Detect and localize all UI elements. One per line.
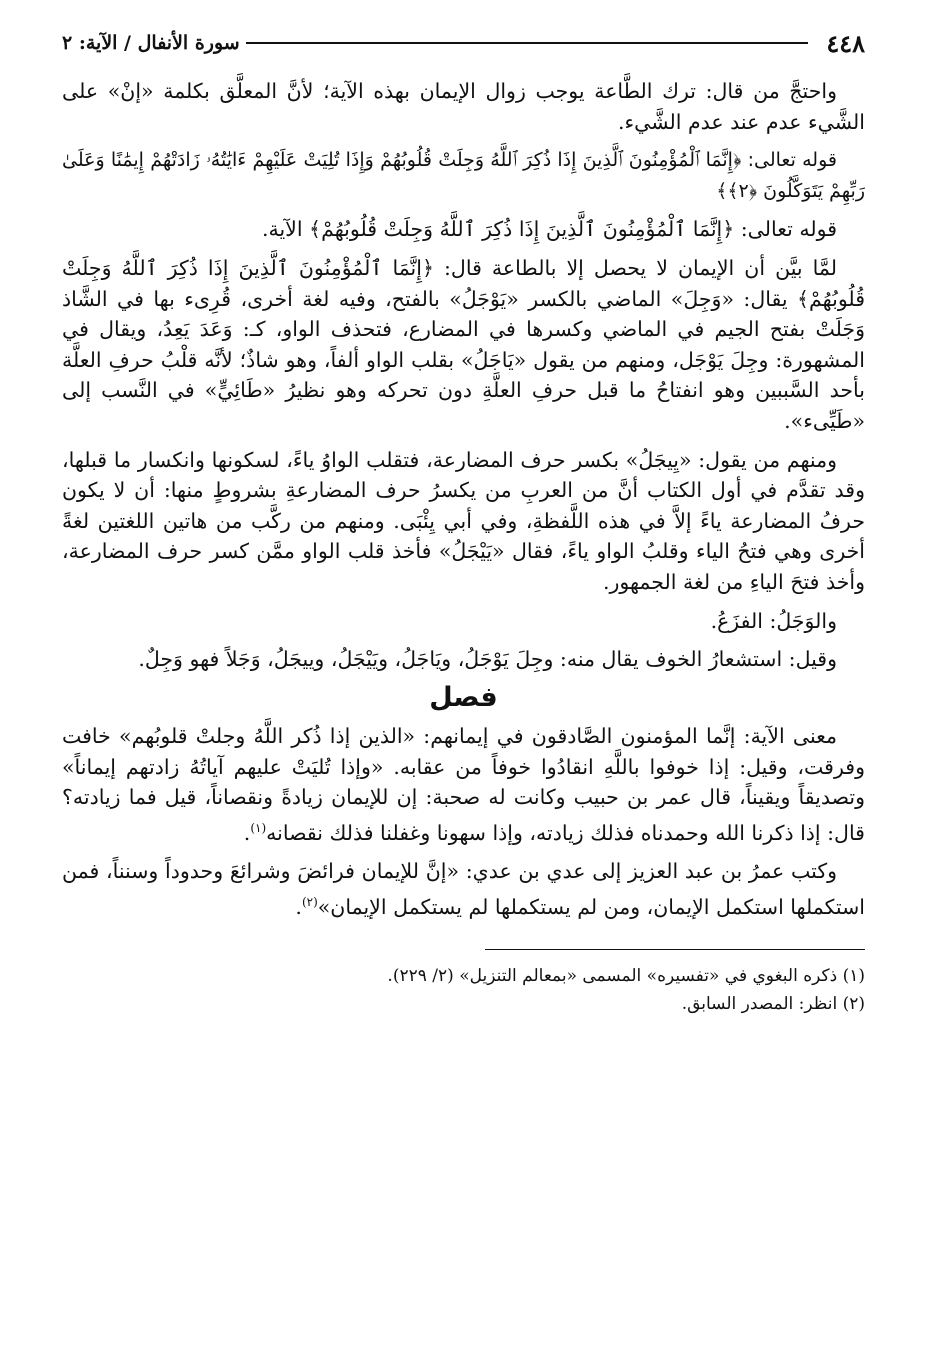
page-number: ٤٤٨ — [826, 28, 865, 58]
page-header — [62, 26, 865, 60]
section-paragraph — [62, 856, 865, 922]
page — [62, 26, 865, 1329]
footnote-ref-2: (٢) — [301, 895, 318, 910]
footnote-2: (٢) انظر: المصدر السابق. — [681, 993, 865, 1014]
section-paragraph-text: معنى الآية: إنَّما المؤمنون الصَّادقون في إيمانهم: «الذين إذا ذُكر اللَّهُ وجلتْ قلوبُهم» خافت وفرقت، وقيل: إذا خوفوا باللَّهِ انقادُوا خوفاً من عقابه. «وإذا تُليَتْ عليهم آياتُهُ زادتهم إيماناً» وتصديقاً ويقيناً، قال عمر بن حبيب وكانت له صحبة: إن للإيمان زيادةً ونقصاناً، قيل فما زيادته؟ قال: إذا ذكرنا الله وحمدناه فذلك زيادته، وإذا سهونا وغفلنا فذلك نقصانه — [62, 724, 865, 845]
footnote-1: (١) ذكره البغوي في «تفسيره» المسمى «بمعالم التنزيل» (٢/ ٢٢٩). — [387, 965, 865, 986]
footnote-separator — [485, 949, 865, 950]
paragraph: قوله تعالى: ﴿إِنَّمَا ٱلْمُؤْمِنُونَ ٱلَّذِينَ إِذَا ذُكِرَ ٱللَّهُ وَجِلَتْ قُلُوبُهُمْ﴾ الآية. — [261, 217, 837, 242]
paragraph: والوَجَلُ: الفزَعُ. — [710, 608, 837, 633]
end-punct: . — [295, 894, 302, 919]
page-body — [62, 76, 865, 923]
section-paragraph — [62, 721, 865, 848]
end-punct: . — [243, 820, 251, 845]
running-title: سورة الأنفال / الآية: ٢ — [62, 32, 240, 54]
section-title: فصل — [429, 681, 498, 713]
footnote-ref-1: (١) — [250, 821, 267, 836]
quran-verse-full: قوله تعالى: ﴿إِنَّمَا ٱلْمُؤْمِنُونَ ٱلَّذِينَ إِذَا ذُكِرَ ٱللَّهُ وَجِلَتْ قُلُوبُهُمْ وَإِذَا تُلِيَتْ عَلَيْهِمْ ءَايَٰتُهُۥ زَادَتْهُمْ إِيمَٰنًا وَعَلَىٰ رَبِّهِمْ يَتَوَكَّلُونَ ﴿٢﴾﴾ — [62, 149, 865, 202]
paragraph: ومنهم من يقول: «يِيجَلُ» بكسر حرف المضارعة، فتقلب الواوُ ياءً، لسكونها وانكسار ما قبلها، وقد تقدَّم في أول الكتاب أنَّ من العربِ من يكسرُ حرف المضارعةِ بشروطٍ منها: أن لا يكون حرفُ المضارعة ياءً إلاَّ في هذه اللَّفظةِ، وفي أبي يِئْبَى. ومنهم من ركَّب من هاتين اللغتين لغةً أخرى وهي فتحُ الياء وقلبُ الواو ياءً، فقال «يَيْجَلُ» فأخذ قلب الواو ممَّن كسر حرف المضارعة، وأخذ فتحَ الياءِ من لغة الجمهور. — [62, 447, 865, 594]
footnotes — [62, 962, 865, 1018]
header-rule — [246, 42, 809, 44]
paragraph: واحتجَّ من قال: ترك الطَّاعة يوجب زوال الإيمان بهذه الآية؛ لأنَّ المعلَّق بكلمة «إنْ» على الشَّيء عدم عند عدم الشَّيء. — [62, 79, 865, 134]
paragraph: لمَّا بيَّن أن الإيمان لا يحصل إلا بالطاعة قال: ﴿إِنَّمَا ٱلْمُؤْمِنُونَ ٱلَّذِينَ إِذَا ذُكِرَ ٱللَّهُ وَجِلَتْ قُلُوبُهُمْ﴾ يقال: «وَجِلَ» الماضي بالكسر «يَوْجَلُ» بالفتح، وفيه لغة أخرى، قُرِىء بها في الشَّاذ وَجَلَتْ بفتح الجيم في الماضي وكسرها في المضارع، فتحذف الواو، كـ: وَعَدَ يَعِدُ، ويقال في المشهورة: وجِلَ يَوْجَل، ومنهم من يقول «يَاجَلُ» بقلب الواو ألفاً، وهو شاذٌ؛ لأنَّه قلْبُ حرفِ العلَّة بأحد السَّببين وهو انفتاحُ ما قبل حرفِ العلَّةِ دون تحركه وهو نظيرُ «طَائِيٍّ» في النَّسب إلى «طَيِّىء». — [62, 255, 865, 433]
paragraph: وقيل: استشعارُ الخوف يقال منه: وجِلَ يَوْجَلُ، ويَاجَلُ، ويَيْجَلُ، وييجَلُ، وَجَلاً فهو وَجِلٌ. — [138, 647, 837, 672]
section-paragraph-text: وكتب عمرُ بن عبد العزيز إلى عدي بن عدي: «إنَّ للإيمان فرائضَ وشرائعَ وحدوداً وسنناً، فمن استكملها استكمل الإيمان، ومن لم يستكملها لم يستكمل الإيمان» — [62, 859, 865, 919]
